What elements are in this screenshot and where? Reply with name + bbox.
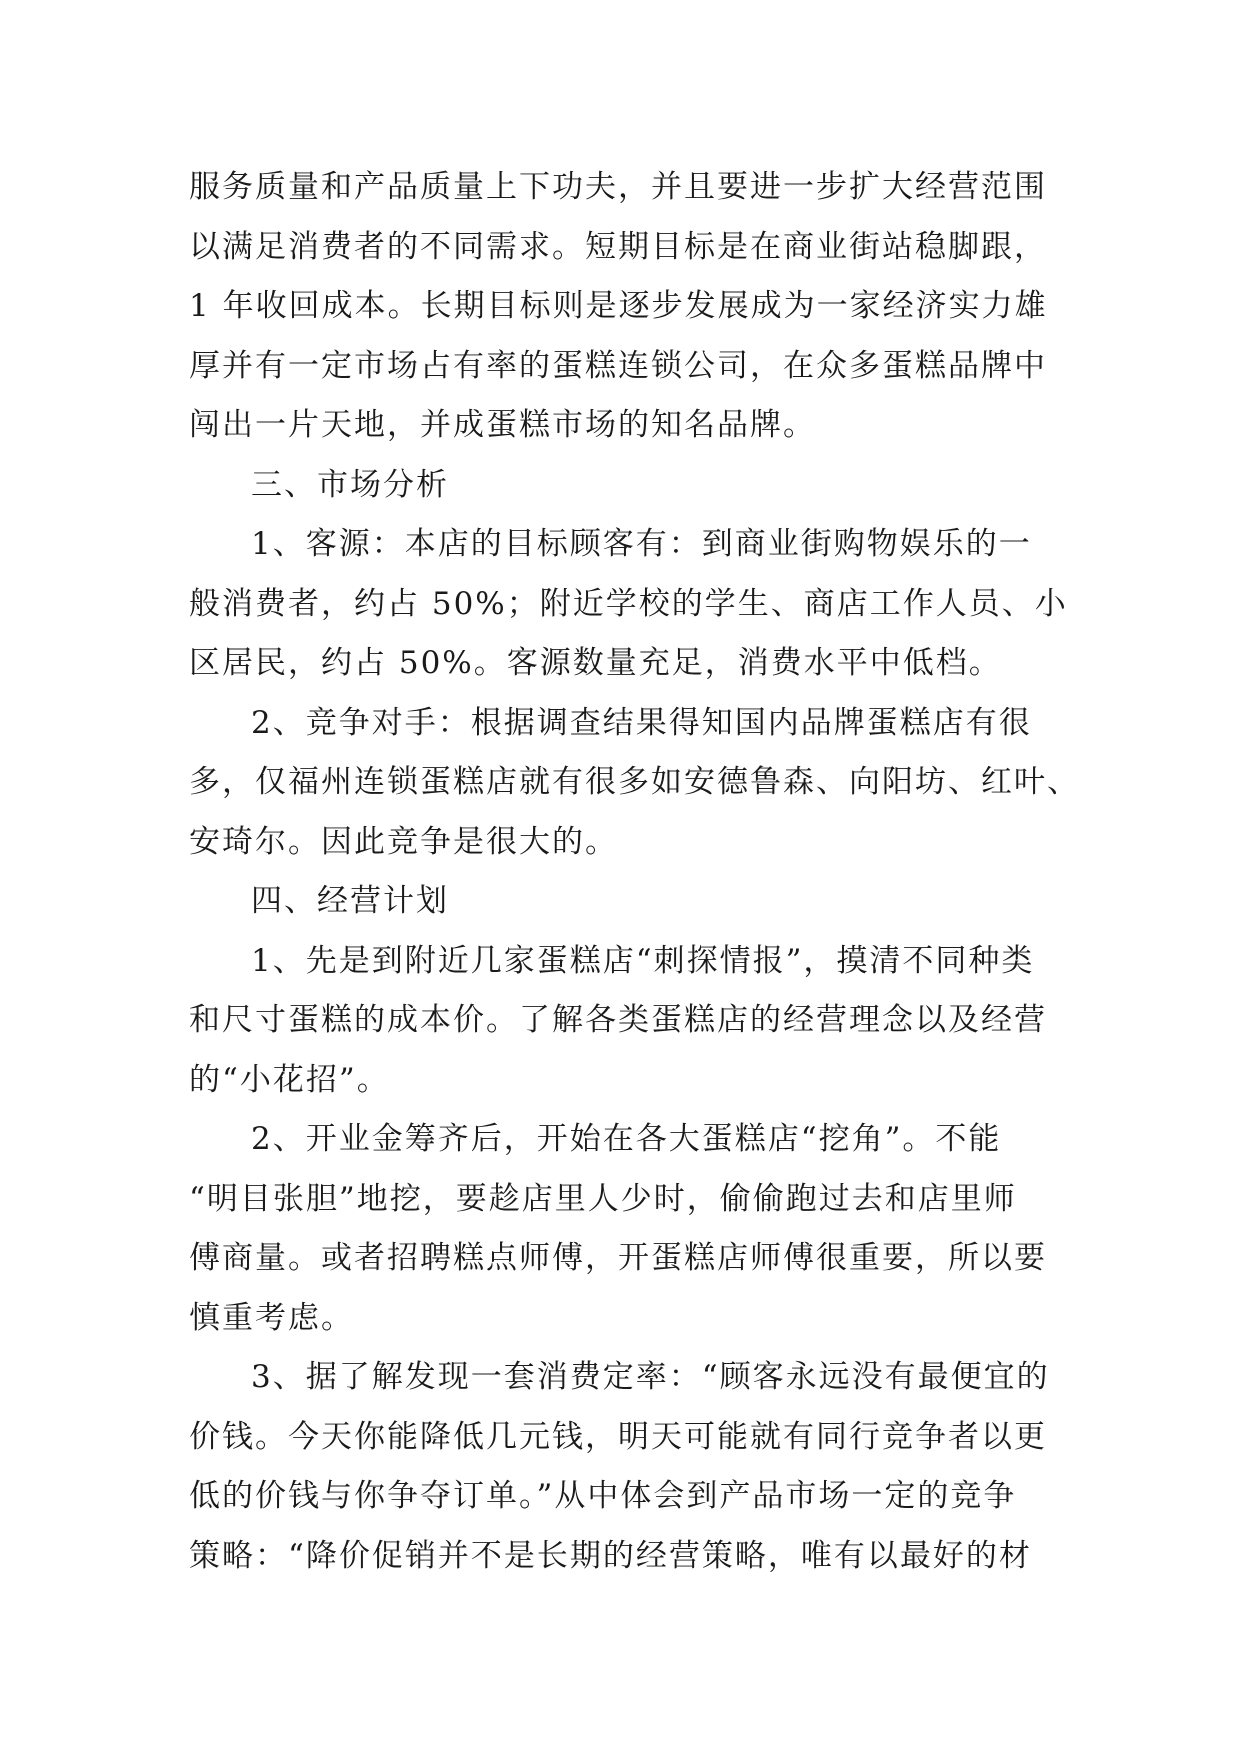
text-line-5: 闯出一片天地，并成蛋糕市场的知名品牌。 — [189, 407, 816, 443]
text-line-1: 服务质量和产品质量上下功夫，并且要进一步扩大经营范围 — [189, 169, 1047, 205]
text-line-18: “明目张胆”地挖，要趁店里人少时，偷偷跑过去和店里师 — [189, 1180, 1017, 1217]
text-line-4: 厚并有一定市场占有率的蛋糕连锁公司，在众多蛋糕品牌中 — [189, 347, 1047, 384]
text-line-9: 区居民，约占 50%。客源数量充足，消费水平中低档。 — [189, 645, 1002, 681]
text-line-10: 2、竞争对手：根据调查结果得知国内品牌蛋糕店有很 — [251, 704, 1032, 741]
text-line-22: 价钱。今天你能降低几元钱，明天可能就有同行竞争者以更 — [189, 1418, 1047, 1455]
text-line-11: 多，仅福州连锁蛋糕店就有很多如安德鲁森、向阳坊、红叶、 — [189, 764, 1080, 800]
text-line-19: 傅商量。或者招聘糕点师傅，开蛋糕店师傅很重要，所以要 — [189, 1240, 1047, 1276]
text-line-3: 1 年收回成本。长期目标则是逐步发展成为一家经济实力雄 — [189, 288, 1048, 324]
text-line-20: 慎重考虑。 — [189, 1299, 354, 1336]
text-line-14: 1、先是到附近几家蛋糕店“刺探情报”，摸清不同种类 — [251, 942, 1035, 979]
text-line-15: 和尺寸蛋糕的成本价。了解各类蛋糕店的经营理念以及经营 — [189, 1002, 1047, 1038]
text-line-12: 安琦尔。因此竞争是很大的。 — [189, 823, 618, 860]
text-line-17: 2、开业金筹齐后，开始在各大蛋糕店“挖角”。不能 — [251, 1121, 1002, 1157]
text-line-16: 的“小花招”。 — [189, 1061, 390, 1098]
document-body — [189, 158, 1080, 1586]
text-line-23: 低的价钱与你争夺订单。”从中体会到产品市场一定的竞争 — [189, 1478, 1017, 1514]
text-line-2: 以满足消费者的不同需求。短期目标是在商业街站稳脚跟， — [189, 228, 1047, 265]
section-heading-market-analysis: 三、市场分析 — [251, 466, 449, 503]
section-heading-business-plan: 四、经营计划 — [251, 883, 449, 919]
text-line-24: 策略：“降价促销并不是长期的经营策略，唯有以最好的材 — [189, 1537, 1032, 1574]
text-line-21: 3、据了解发现一套消费定率：“顾客永远没有最便宜的 — [251, 1359, 1050, 1395]
text-line-7: 1、客源：本店的目标顾客有：到商业街购物娱乐的一 — [251, 526, 1032, 562]
text-line-8: 般消费者，约占 50%；附近学校的学生、商店工作人员、小 — [189, 585, 1068, 622]
